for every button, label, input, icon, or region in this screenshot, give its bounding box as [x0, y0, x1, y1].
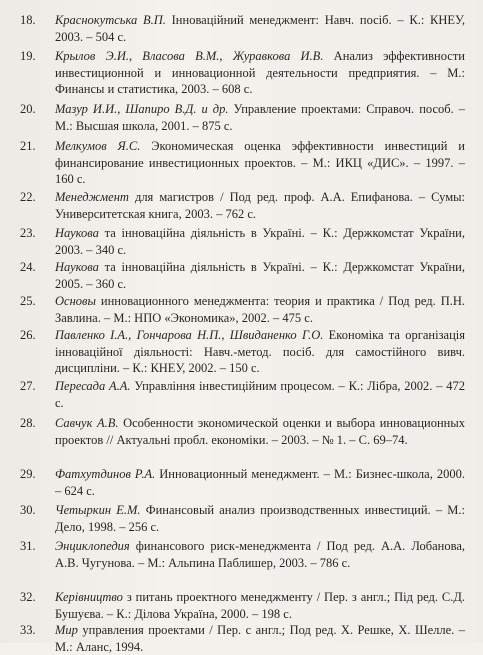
- reference-author: Павленко І.А., Гончарова Н.П., Швиданенко Г.О.: [55, 328, 324, 342]
- reference-number: 24.: [20, 260, 36, 274]
- reference-number: 20.: [20, 102, 36, 116]
- reference-details: Финансовый анализ производственных инвестиций. – М.: Дело, 1998. – 256 с.: [55, 503, 466, 534]
- reference-author: Мир: [55, 623, 78, 637]
- reference-details: та інноваційна діяльність в Україні. – К.: Держкомстат України, 2005. – 360 с.: [55, 260, 465, 291]
- reference-text: [55, 538, 465, 571]
- reference-details: Управление проектами: Справоч. пособ. – М.: Высшая школа, 2001. – 875 с.: [55, 102, 465, 133]
- reference-details: Інноваційний менеджмент: Навч. посіб. – К.: КНЕУ, 2003. – 504 с.: [55, 13, 465, 44]
- reference-number: 25.: [20, 294, 36, 308]
- reference-details: з питань проектного менеджменту / Пер. з англ.; Під ред. С.Д. Бушуєва. – К.: Ділова Україна, 2000. – 198 с.: [55, 590, 465, 621]
- reference-text: [55, 327, 465, 377]
- reference-number: 26.: [20, 328, 36, 342]
- reference-details: для магистров / Под ред. проф. А.А. Епифанова. – Сумы: Университетская книга, 2003. – 762 с.: [55, 190, 465, 221]
- reference-author: Основы: [55, 294, 96, 308]
- reference-number: 27.: [20, 379, 36, 393]
- reference-details: Особенности экономической оценки и выбора инновационных проектов // Актуальні пробл. економіки. – 2003. – № 1. – С. 69–74.: [55, 416, 466, 447]
- reference-author: Крылов Э.И., Власова В.М., Журавкова И.В.: [55, 49, 324, 63]
- reference-text: [55, 259, 465, 292]
- reference-number: 32.: [20, 590, 36, 604]
- reference-details: Економіка та організація інноваційної діяльності: Навч.-метод. посіб. для самостійного вивч. дисципліни. – К.: КНЕУ, 2002. – 150 с.: [55, 328, 465, 375]
- reference-text: [55, 415, 465, 448]
- reference-details: Экономическая оценка эффективности инвестиций и финансирование инвестиционных проектов. – М.: ИКЦ «ДИС». – 1997. – 160 с.: [55, 139, 465, 186]
- reference-number: 18.: [20, 13, 36, 27]
- reference-details: Инновационный менеджмент. – М.: Бизнес-школа, 2000. – 624 с.: [55, 467, 465, 498]
- reference-author: Фатхутдинов Р.А.: [55, 467, 156, 481]
- reference-author: Пересада А.А.: [55, 379, 131, 393]
- reference-text: [55, 101, 465, 134]
- reference-details: инновационного менеджмента: теория и практика / Под ред. П.Н. Завлина. – М.: НПО «Экономика», 2002. – 475 с.: [55, 294, 465, 325]
- reference-details: Управління інвестиційним процесом. – К.: Лібра, 2002. – 472 с.: [55, 379, 465, 410]
- reference-author: Мазур И.И., Шапиро В.Д. и др.: [55, 102, 229, 116]
- reference-text: [55, 138, 465, 188]
- reference-author: Савчук А.В.: [55, 416, 119, 430]
- reference-number: 19.: [20, 49, 36, 63]
- reference-number: 31.: [20, 539, 36, 553]
- reference-number: 29.: [20, 467, 36, 481]
- reference-author: Краснокутська В.П.: [55, 13, 166, 27]
- reference-author: Наукова: [55, 226, 99, 240]
- reference-author: Керівництво: [55, 590, 123, 604]
- reference-author: Четыркин Е.М.: [55, 503, 141, 517]
- reference-author: Энциклопедия: [55, 539, 130, 553]
- reference-number: 28.: [20, 416, 36, 430]
- reference-text: [55, 225, 465, 258]
- reference-details: управления проектами / Пер. с англ.; Под ред. Х. Решке, Х. Шелле. – М.: Аланс, 1994.: [55, 623, 465, 654]
- reference-author: Мелкумов Я.С.: [55, 139, 141, 153]
- reference-text: [55, 293, 465, 326]
- reference-author: Менеджмент: [55, 190, 129, 204]
- reference-details: финансового риск-менеджмента / Под ред. А.А. Лобанова, А.В. Чугунова. – М.: Альпина Паблишер, 2003. – 786 с.: [55, 539, 465, 570]
- reference-details: Анализ эффективности инвестиционной и инновационной деятельности предприятия. – М.: Финансы и статистика, 2003. – 608 с.: [55, 49, 465, 96]
- reference-number: 30.: [20, 503, 36, 517]
- reference-text: [55, 502, 465, 535]
- reference-text: [55, 589, 465, 622]
- reference-number: 23.: [20, 226, 36, 240]
- reference-details: та інноваційна діяльність в Україні. – К.: Держкомстат України, 2003. – 340 с.: [55, 226, 465, 257]
- reference-number: 21.: [20, 139, 36, 153]
- reference-text: [55, 466, 465, 499]
- reference-author: Наукова: [55, 260, 99, 274]
- reference-text: [55, 378, 465, 411]
- reference-text: [55, 622, 465, 655]
- reference-text: [55, 189, 465, 222]
- reference-number: 33.: [20, 623, 36, 637]
- reference-text: [55, 48, 465, 98]
- reference-number: 22.: [20, 190, 36, 204]
- reference-text: [55, 12, 465, 45]
